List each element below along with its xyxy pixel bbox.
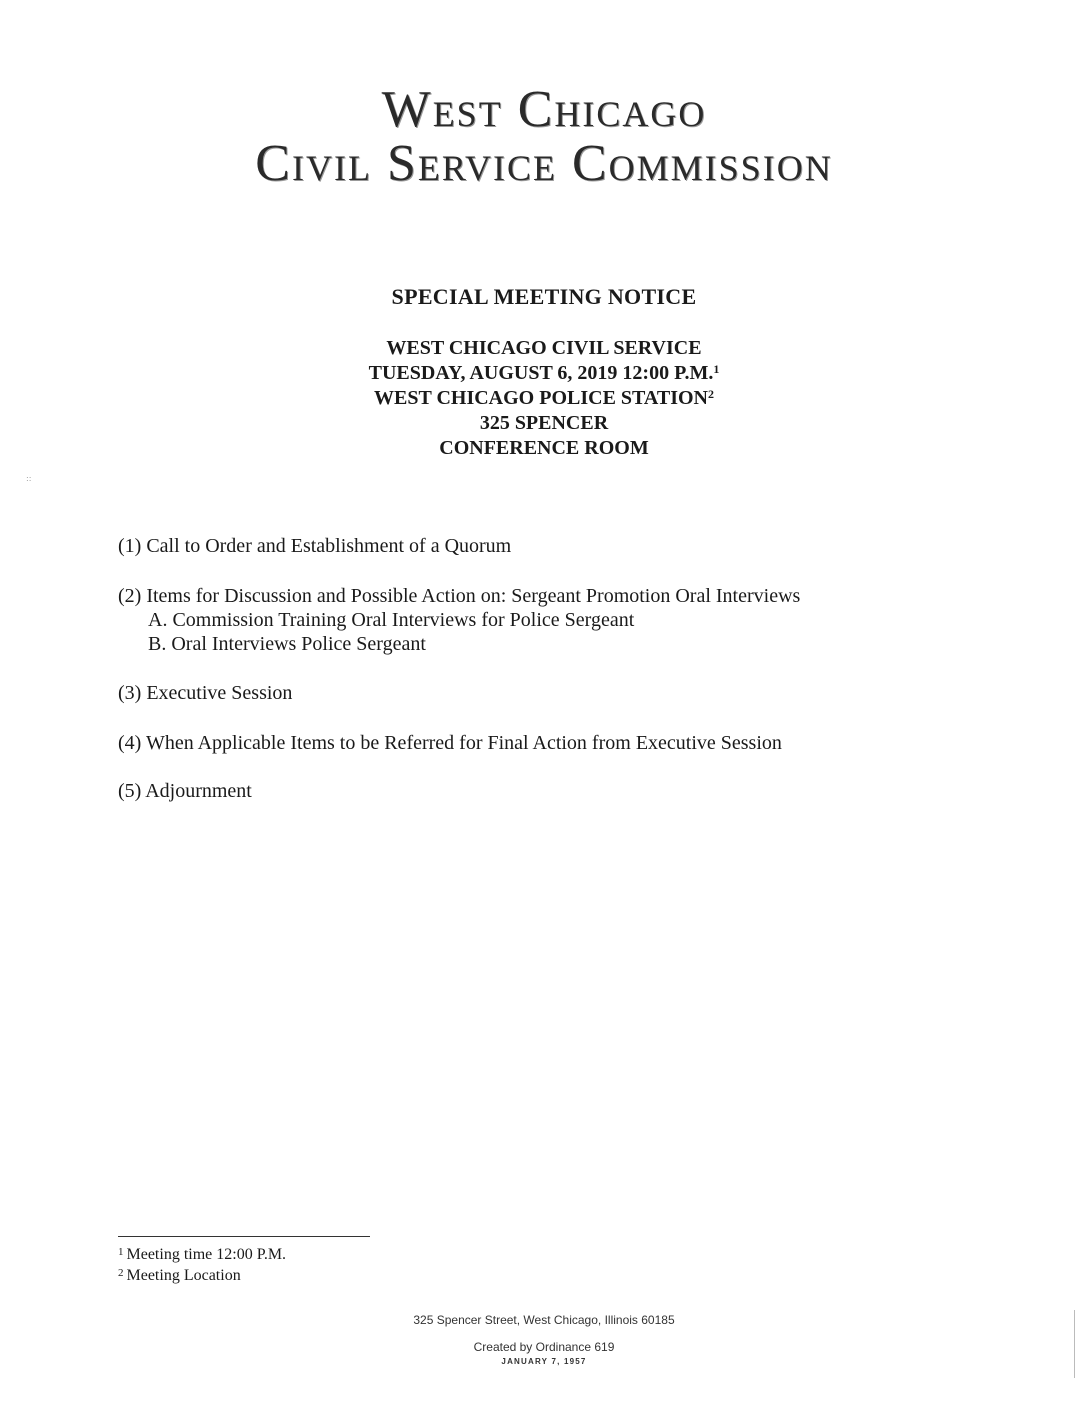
footnote-ref-1: 1: [713, 362, 720, 376]
notice-location-line: [0, 386, 1088, 411]
notice-location: WEST CHICAGO POLICE STATION: [374, 387, 708, 409]
notice-title: SPECIAL MEETING NOTICE: [391, 284, 697, 309]
footnote-2-mark: 2: [118, 1267, 124, 1279]
agenda-item-1: (1) Call to Order and Establishment of a Quorum: [118, 535, 512, 557]
letterhead-line-2: Civil Service Commission: [255, 135, 833, 192]
agenda-item-2b: B. Oral Interviews Police Sergeant: [148, 633, 426, 655]
footnote-2: [118, 1265, 286, 1286]
footer-created-by: Created by Ordinance 619: [473, 1340, 615, 1354]
notice-room: CONFERENCE ROOM: [439, 437, 649, 459]
letterhead-line-1: West Chicago: [381, 81, 707, 138]
footnote-2-text: Meeting Location: [126, 1267, 241, 1284]
notice-datetime-line: [0, 361, 1088, 386]
agenda-item-5: (5) Adjournment: [118, 780, 252, 802]
footnote-1-mark: 1: [118, 1246, 124, 1258]
footnote-divider: [118, 1236, 370, 1237]
footer-address: 325 Spencer Street, West Chicago, Illinois 60185: [413, 1313, 675, 1327]
agenda-item-4: (4) When Applicable Items to be Referred for Final Action from Executive Session: [118, 732, 782, 754]
agenda-item-2: (2) Items for Discussion and Possible Action on: Sergeant Promotion Oral Interviews: [118, 585, 801, 607]
scan-edge-line: [1074, 1310, 1075, 1378]
notice-address: 325 SPENCER: [479, 412, 609, 434]
footnote-1: [118, 1244, 286, 1265]
footer-date: JANUARY 7, 1957: [501, 1357, 587, 1366]
agenda-item-2a: A. Commission Training Oral Interviews for Police Sergeant: [148, 609, 635, 631]
scan-speck: ::: [26, 474, 32, 483]
notice-details: [0, 336, 1088, 461]
notice-org: WEST CHICAGO CIVIL SERVICE: [386, 337, 702, 359]
footnote-ref-2: 2: [707, 387, 714, 401]
footnote-1-text: Meeting time 12:00 P.M.: [126, 1246, 287, 1263]
agenda-item-3: (3) Executive Session: [118, 682, 293, 704]
footnotes: [118, 1244, 286, 1286]
notice-datetime: TUESDAY, AUGUST 6, 2019 12:00 P.M.: [368, 362, 714, 384]
